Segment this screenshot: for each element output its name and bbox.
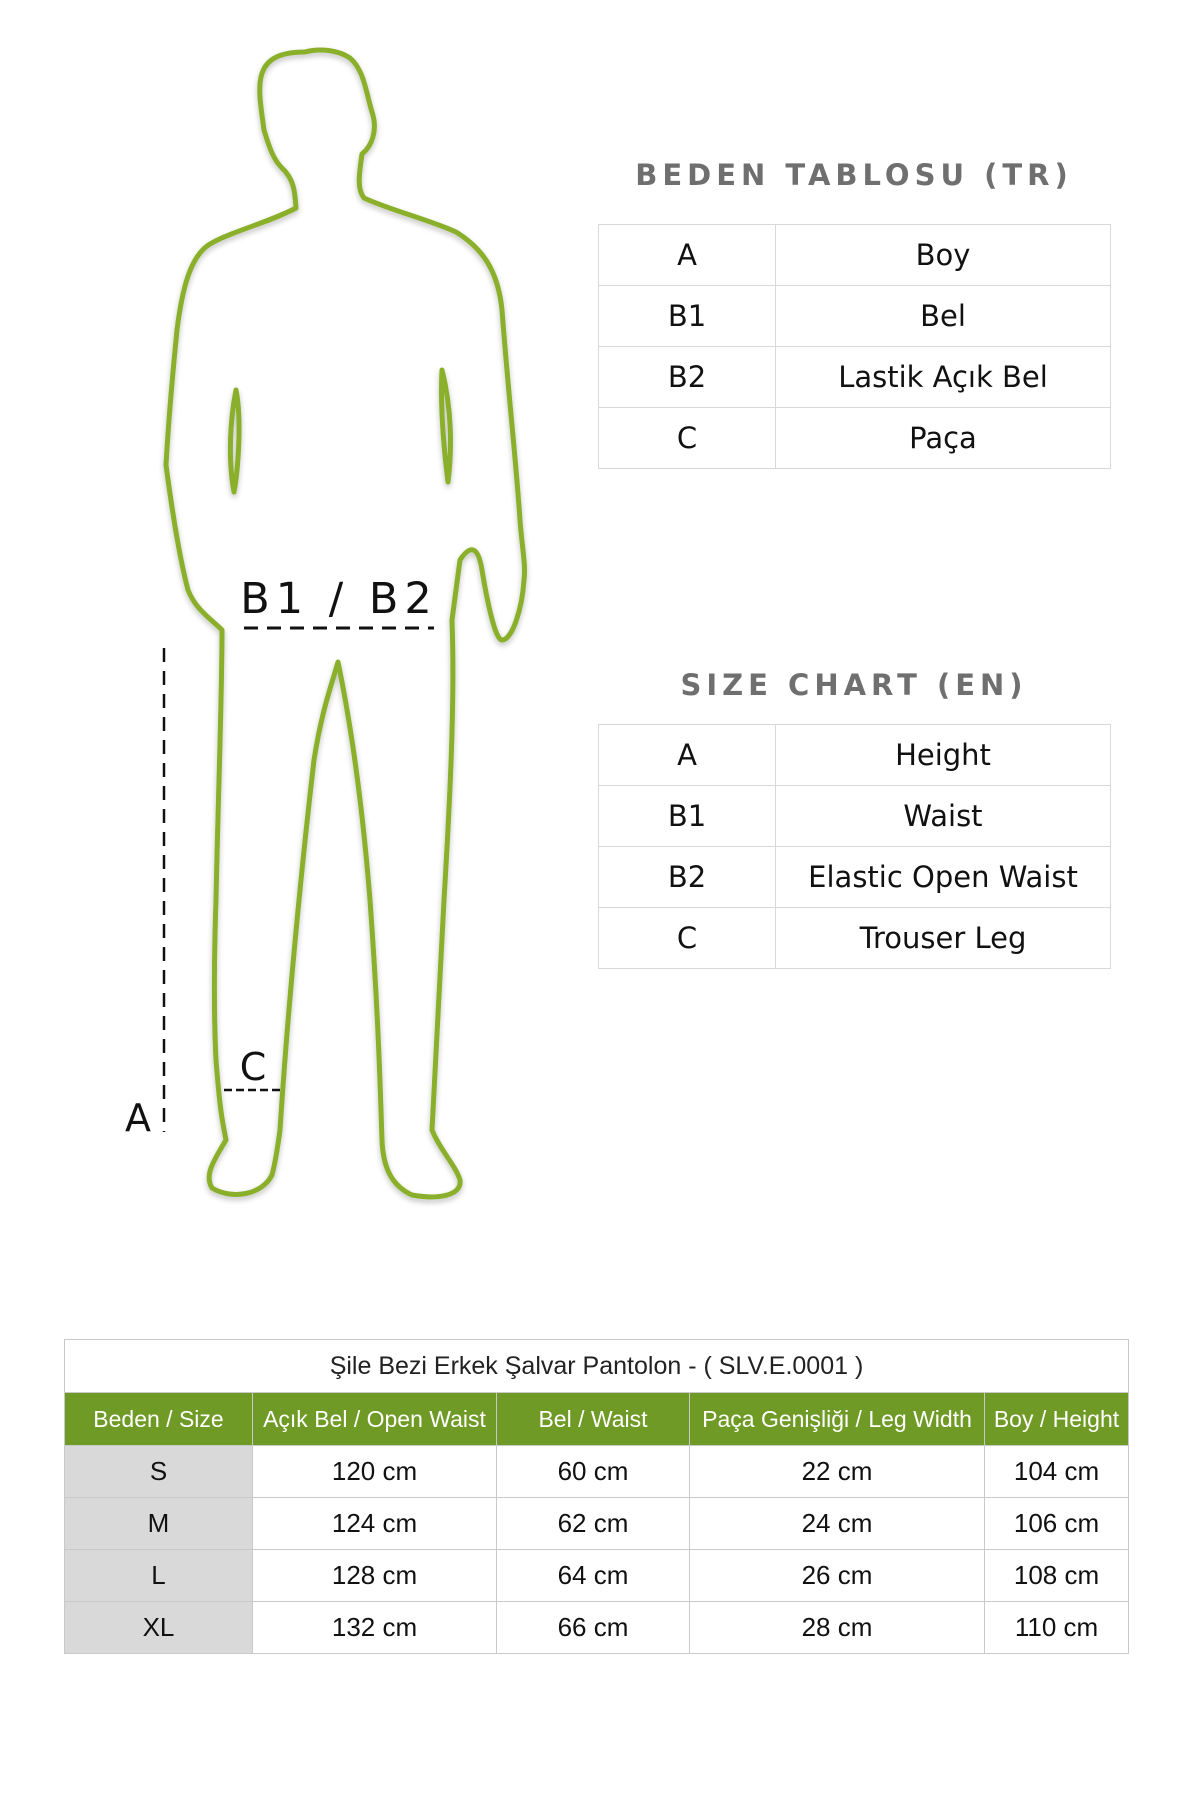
table-row [599,286,1111,347]
table-row [65,1498,1129,1550]
column-header: Bel / Waist [497,1393,690,1446]
waist-measure-label: B1 / B2 [240,574,438,624]
size-label: S [65,1446,253,1498]
table-cell: 106 cm [985,1498,1129,1550]
table-cell: 22 cm [690,1446,985,1498]
table-row [65,1446,1129,1498]
size-label: L [65,1550,253,1602]
column-header: Beden / Size [65,1393,253,1446]
table-row [599,408,1111,469]
table-cell: 28 cm [690,1602,985,1654]
tr-chart-title: BEDEN TABLOSU (TR) [635,158,1073,192]
legend-label: Trouser Leg [776,908,1111,969]
table-row [599,847,1111,908]
table-cell: 24 cm [690,1498,985,1550]
size-label: XL [65,1602,253,1654]
table-row [599,725,1111,786]
table-caption: Şile Bezi Erkek Şalvar Pantolon - ( SLV.E.0001 ) [65,1340,1129,1393]
column-header: Paça Genişliği / Leg Width [690,1393,985,1446]
table-row [599,225,1111,286]
table-cell: 26 cm [690,1550,985,1602]
legend-label: Lastik Açık Bel [776,347,1111,408]
table-cell: 104 cm [985,1446,1129,1498]
table-cell: 60 cm [497,1446,690,1498]
height-measure-label: A [125,1096,151,1140]
table-cell: 110 cm [985,1602,1129,1654]
legend-label: Bel [776,286,1111,347]
table-row [599,786,1111,847]
legend-code: A [599,725,776,786]
legend-code: B1 [599,786,776,847]
legend-label: Height [776,725,1111,786]
size-table [64,1339,1129,1654]
en-chart-title: SIZE CHART (EN) [680,668,1028,702]
leg-measure-label: C [239,1045,267,1089]
legend-label: Elastic Open Waist [776,847,1111,908]
legend-code: C [599,408,776,469]
en-legend-table [598,724,1111,969]
column-header: Boy / Height [985,1393,1129,1446]
legend-code: B2 [599,847,776,908]
table-cell: 64 cm [497,1550,690,1602]
legend-code: B2 [599,347,776,408]
table-cell: 128 cm [253,1550,497,1602]
column-header: Açık Bel / Open Waist [253,1393,497,1446]
legend-code: B1 [599,286,776,347]
legend-label: Waist [776,786,1111,847]
legend-label: Paça [776,408,1111,469]
tr-legend-table [598,224,1111,469]
table-row [599,908,1111,969]
table-header-row [65,1393,1129,1446]
legend-code: C [599,908,776,969]
table-row [65,1550,1129,1602]
table-row [599,347,1111,408]
table-cell: 124 cm [253,1498,497,1550]
table-cell: 108 cm [985,1550,1129,1602]
table-cell: 120 cm [253,1446,497,1498]
table-cell: 62 cm [497,1498,690,1550]
table-caption-row [65,1340,1129,1393]
legend-label: Boy [776,225,1111,286]
size-label: M [65,1498,253,1550]
table-cell: 66 cm [497,1602,690,1654]
legend-code: A [599,225,776,286]
table-row [65,1602,1129,1654]
table-cell: 132 cm [253,1602,497,1654]
